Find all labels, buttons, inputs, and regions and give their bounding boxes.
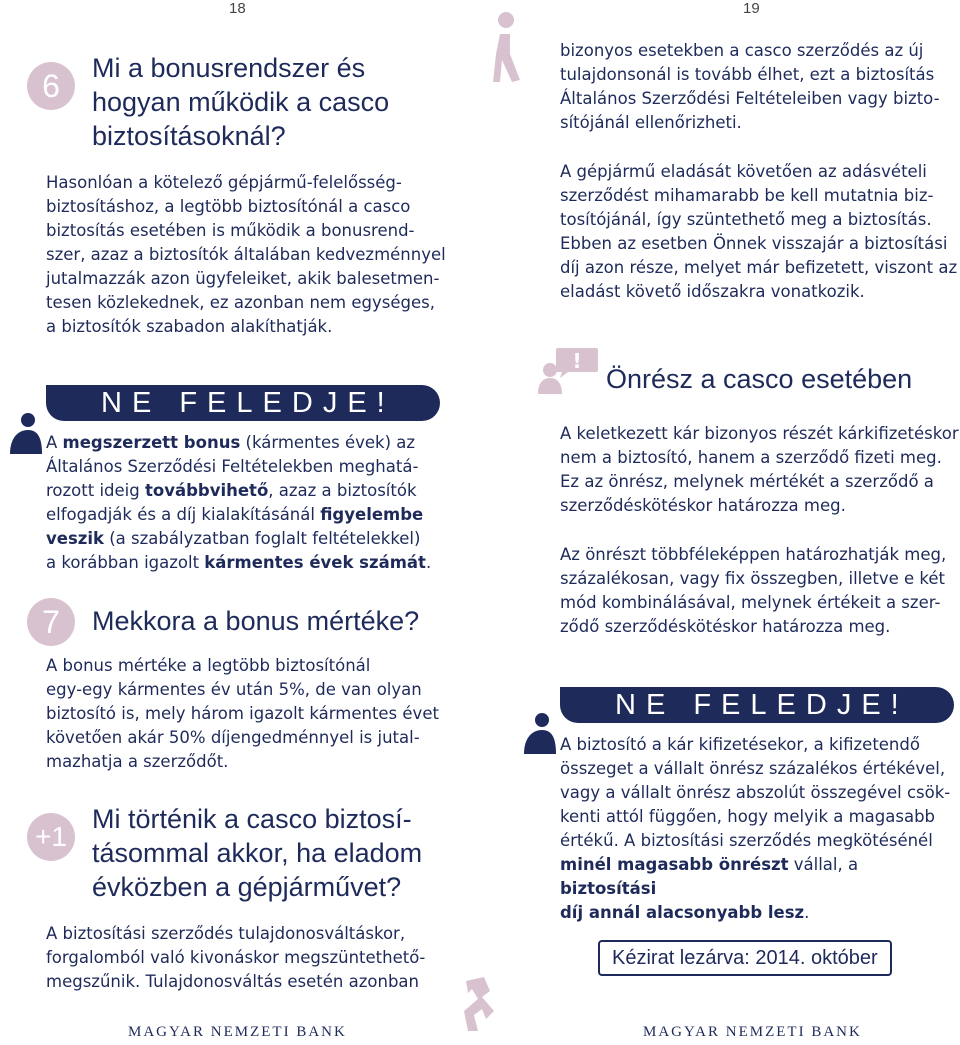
running-figure-icon bbox=[460, 975, 504, 1033]
text-span: A bbox=[46, 433, 63, 452]
section-number-badge: 6 bbox=[27, 62, 75, 110]
section-title bbox=[92, 51, 389, 153]
body-line: A keletkezett kár bizonyos részét kárkifizetéskor bbox=[560, 424, 959, 443]
body-line: szer, azaz a biztosítók általában kedvezménnyel bbox=[46, 245, 446, 264]
body-line: A bonus mértéke a legtöbb biztosítónál bbox=[46, 656, 371, 675]
body-line: egy-egy kármentes év után 5%, de van olyan bbox=[46, 680, 422, 699]
footer-left: MAGYAR NEMZETI BANK bbox=[128, 1024, 347, 1040]
section-body bbox=[46, 171, 446, 339]
body-line: tulajdonsonál is tovább élhet, ezt a biztosítás bbox=[560, 65, 935, 84]
body-line: összeget a vállalt önrész százalékos értékével, bbox=[560, 759, 946, 778]
bold-text: díj annál alacsonyabb lesz bbox=[560, 903, 805, 922]
body-line: Általános Szerződési Feltételeiben vagy bizto- bbox=[560, 89, 940, 108]
body-line: értékű. A biztosítási szerződés megkötésénél bbox=[560, 831, 933, 850]
body-line: szerződéskötéskor határozza meg. bbox=[560, 496, 846, 515]
body-line: megszűnik. Tulajdonosváltás esetén azonban bbox=[46, 972, 419, 991]
body-line: díj azon része, melyet már befizetett, viszont az bbox=[560, 258, 958, 277]
body-line: biztosítás esetében is működik a bonusrend- bbox=[46, 221, 415, 240]
paragraph bbox=[560, 543, 946, 639]
page-number-right: 19 bbox=[743, 0, 760, 17]
walking-figure-icon bbox=[490, 10, 522, 84]
person-icon bbox=[4, 412, 44, 456]
body-line: biztosító is, mely három igazolt kármentes évet bbox=[46, 704, 439, 723]
body-line: a biztosítók szabadon alakíthatják. bbox=[46, 317, 333, 336]
body-line: eladást követő időszakra vonatkozik. bbox=[560, 282, 865, 301]
title-line: biztosításoknál? bbox=[92, 121, 286, 151]
section-number-badge: 7 bbox=[27, 598, 75, 646]
reminder-banner: NE FELEDJE! bbox=[560, 687, 954, 723]
speech-person-icon bbox=[536, 344, 600, 394]
text-span: , azaz a biztosítók bbox=[268, 481, 417, 500]
text-span: rozott ideig bbox=[46, 481, 145, 500]
paragraph bbox=[560, 39, 940, 135]
text-span: (kármentes évek) az bbox=[240, 433, 416, 452]
reminder-body bbox=[46, 431, 446, 575]
bold-text: kármentes évek számát bbox=[204, 553, 426, 572]
body-line: Ebben az esetben Önnek visszajár a biztosítási bbox=[560, 234, 948, 253]
text-span: . bbox=[425, 553, 432, 572]
body-line: Az önrészt többféleképpen határozhatják meg, bbox=[560, 545, 947, 564]
title-line: évközben a gépjárművet? bbox=[92, 872, 402, 902]
text-span: a korábban igazolt bbox=[46, 553, 205, 572]
section-number-badge: +1 bbox=[27, 813, 75, 861]
footer-right: MAGYAR NEMZETI BANK bbox=[643, 1024, 862, 1040]
body-line: szerződést mihamarabb be kell mutatnia biz- bbox=[560, 186, 934, 205]
body-line: tosítójánál, így szüntethető meg a biztosítás. bbox=[560, 210, 932, 229]
text-span: elfogadják és a díj kialakításánál bbox=[46, 505, 321, 524]
body-line: A gépjármű eladását követően az adásvételi bbox=[560, 162, 927, 181]
text-span: . bbox=[804, 903, 810, 922]
body-line: forgalomból való kivonáskor megszüntethető- bbox=[46, 948, 426, 967]
paragraph bbox=[560, 422, 959, 518]
body-line: ződő szerződéskötéskor határozza meg. bbox=[560, 617, 891, 636]
section-body bbox=[46, 922, 425, 994]
body-line: biztosításhoz, a legtöbb biztosítónál a casco bbox=[46, 197, 411, 216]
paragraph bbox=[560, 160, 957, 304]
body-line: Ez az önrész, melynek mértékét a szerződő a bbox=[560, 472, 934, 491]
bold-text: minél magasabb önrészt bbox=[560, 855, 789, 874]
body-line: jutalmazzák azon ügyfeleiket, akik balesetmen- bbox=[46, 269, 440, 288]
title-line: tásommal akkor, ha eladom bbox=[92, 838, 423, 868]
page-number-left: 18 bbox=[229, 0, 246, 17]
text-span: vállal, a bbox=[788, 855, 859, 874]
body-line: Hasonlóan a kötelező gépjármű-felelősség- bbox=[46, 173, 402, 192]
reminder-banner: NE FELEDJE! bbox=[46, 385, 440, 421]
body-line: tesen közlekednek, ez azonban nem egységes, bbox=[46, 293, 435, 312]
body-line: követően akár 50% díjengedménnyel is jutal- bbox=[46, 728, 420, 747]
svg-text:!: ! bbox=[572, 349, 582, 373]
bold-text: megszerzett bonus bbox=[62, 433, 241, 452]
body-line: mód kombinálásával, melynek értékeit a szer- bbox=[560, 593, 941, 612]
body-line: kenti attól függően, hogy melyik a magasabb bbox=[560, 807, 936, 826]
body-line: Általános Szerződési Feltételekben meghatá- bbox=[46, 457, 419, 476]
text-span: (a szabályzatban foglalt feltételekkel) bbox=[104, 529, 421, 548]
bold-text: veszik bbox=[46, 529, 104, 548]
bold-text: továbbvihető bbox=[144, 481, 269, 500]
title-line: hogyan működik a casco bbox=[92, 87, 390, 117]
body-line: vagy a vállalt önrész abszolút összegével csök- bbox=[560, 783, 951, 802]
manuscript-closed-note: Kézirat lezárva: 2014. október bbox=[598, 940, 892, 976]
title-line: Mi a bonusrendszer és bbox=[92, 53, 366, 83]
title-line: Mi történik a casco biztosí- bbox=[92, 804, 412, 834]
person-icon bbox=[518, 712, 558, 756]
body-line: sítójánál ellenőrizheti. bbox=[560, 113, 742, 132]
body-line: bizonyos esetekben a casco szerződés az új bbox=[560, 41, 924, 60]
body-line: A biztosító a kár kifizetésekor, a kifizetendő bbox=[560, 735, 920, 754]
section-title: Önrész a casco esetében bbox=[606, 364, 913, 394]
body-line: nem a biztosító, hanem a szerződő fizeti meg. bbox=[560, 448, 942, 467]
body-line: mazhatja a szerződőt. bbox=[46, 752, 229, 771]
body-line: százalékosan, vagy fix összegben, illetve e két bbox=[560, 569, 946, 588]
bold-text: biztosítási bbox=[560, 879, 657, 898]
section-title: Mekkora a bonus mértéke? bbox=[92, 606, 420, 636]
body-line: A biztosítási szerződés tulajdonosváltáskor, bbox=[46, 924, 406, 943]
section-body bbox=[46, 654, 439, 774]
section-title bbox=[92, 802, 422, 904]
bold-text: figyelembe bbox=[320, 505, 424, 524]
reminder-body bbox=[560, 733, 955, 925]
